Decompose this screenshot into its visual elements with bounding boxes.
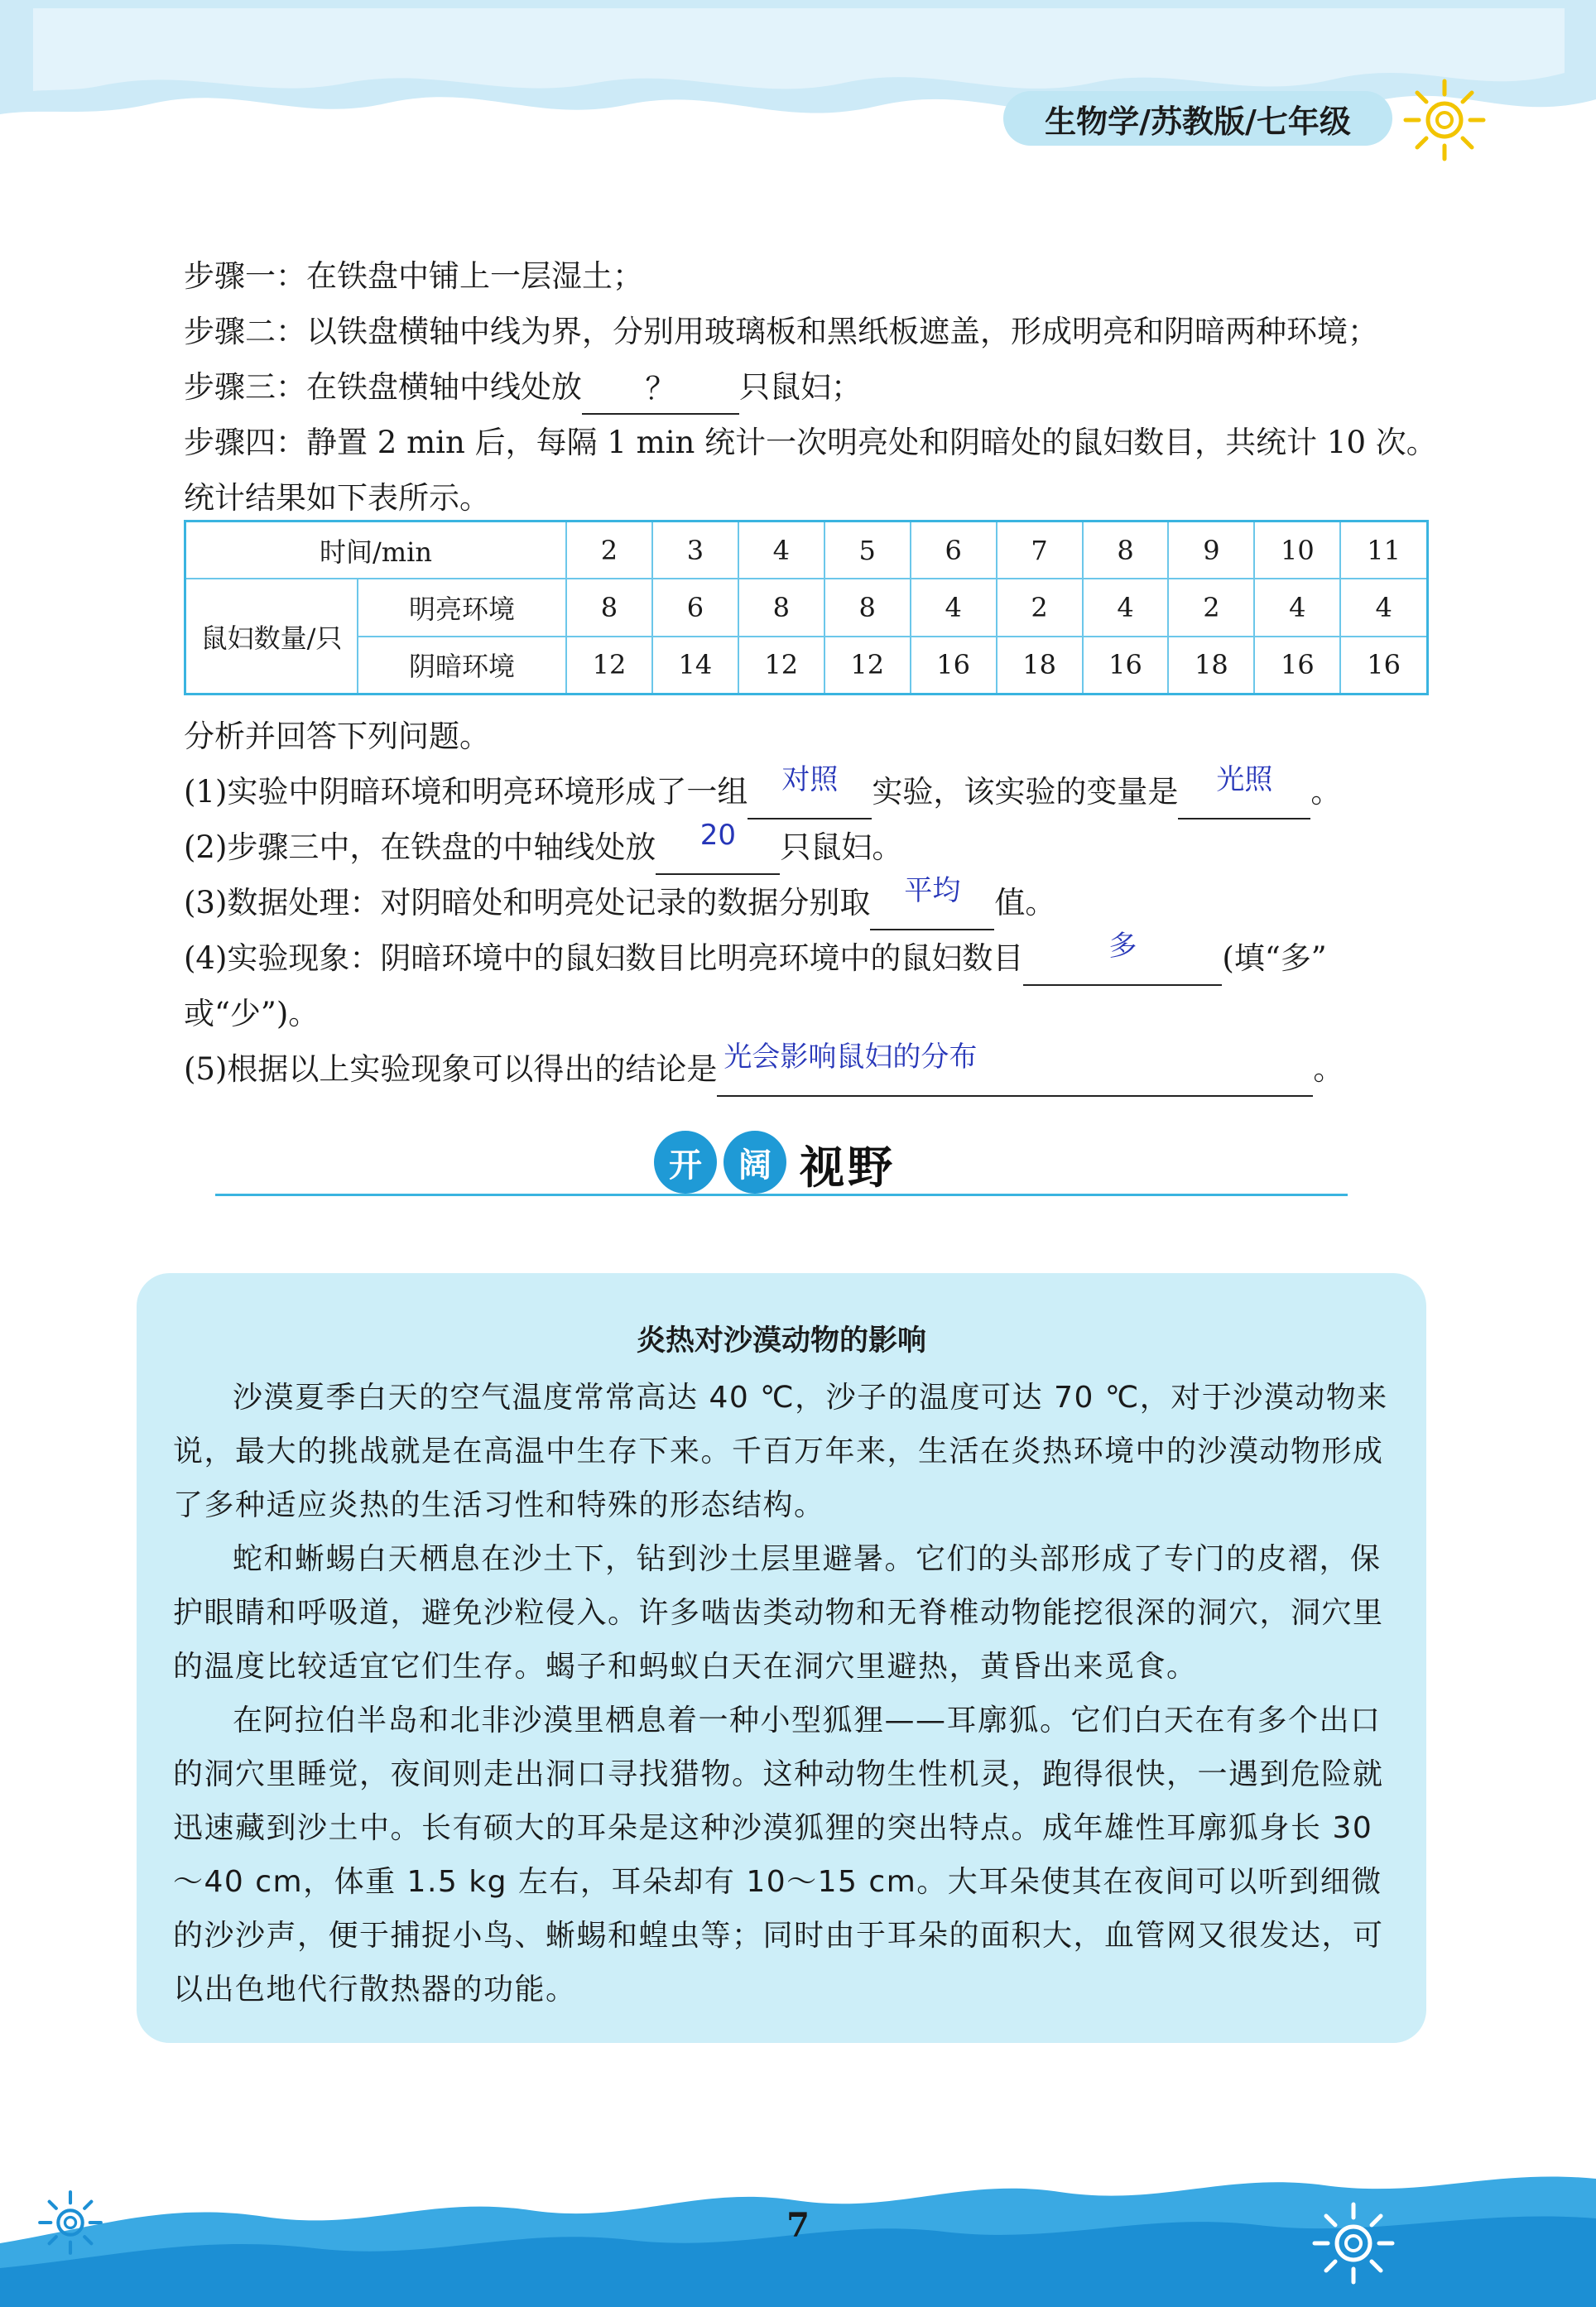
section-header xyxy=(215,1124,1348,1207)
table-cell: 4 xyxy=(738,521,824,579)
sun-icon xyxy=(1399,74,1490,166)
table-cell: 8 xyxy=(824,579,911,636)
q1-answer-1: 对照 xyxy=(781,763,839,796)
table-cell: 5 xyxy=(824,521,911,579)
step-3-blank: ？ xyxy=(582,368,739,415)
reading-paragraph-1: 沙漠夏季白天的空气温度常常高达 40 ℃，沙子的温度可达 70 ℃，对于沙漠动物来说，最大的挑战就是在高温中生存下来。千百万年来，生活在炎热环境中的沙漠动物形成了多种适应炎热的生活习性和特殊的形态结构。 xyxy=(173,1381,1388,1522)
table-cell: 14 xyxy=(652,637,738,695)
q1-blank-2[interactable] xyxy=(1178,763,1310,819)
table-cell: 11 xyxy=(1340,521,1427,579)
table-cell: 7 xyxy=(997,521,1083,579)
question-4-continued: 或“少”)。 xyxy=(184,996,320,1031)
q3-text-b: 值。 xyxy=(994,885,1056,920)
time-header: 时间/min xyxy=(185,521,567,579)
table-cell: 12 xyxy=(824,637,911,695)
section-badge-2: 阔 xyxy=(723,1131,786,1194)
results-table xyxy=(184,520,1429,695)
table-cell: 4 xyxy=(911,579,997,636)
q3-blank[interactable] xyxy=(870,874,994,930)
question-1 xyxy=(184,764,1442,819)
table-cell: 6 xyxy=(652,579,738,636)
table-cell: 2 xyxy=(997,579,1083,636)
reading-text xyxy=(173,1371,1390,2016)
table-row xyxy=(185,579,1428,636)
question-5 xyxy=(184,1041,1442,1097)
table-cell: 6 xyxy=(911,521,997,579)
table-cell: 9 xyxy=(1168,521,1254,579)
reading-paragraph-2: 蛇和蜥蜴白天栖息在沙土下，钻到沙土层里避暑。它们的头部形成了专门的皮褶，保护眼睛和呼吸道，避免沙粒侵入。许多啮齿类动物和无脊椎动物能挖很深的洞穴，洞穴里的温度比较适宜它们生存。蝎子和蚂蚁白天在洞穴里避热，黄昏出来觅食。 xyxy=(173,1542,1384,1684)
question-2 xyxy=(184,819,1442,875)
section-rule xyxy=(215,1194,1348,1196)
step-3-suffix: 只鼠妇； xyxy=(739,369,862,405)
q4-blank[interactable] xyxy=(1023,930,1222,986)
table-cell: 4 xyxy=(1083,579,1169,636)
table-cell: 10 xyxy=(1254,521,1340,579)
table-cell: 2 xyxy=(1168,579,1254,636)
question-3 xyxy=(184,875,1442,930)
step-2: 步骤二：以铁盘横轴中线为界，分别用玻璃板和黑纸板遮盖，形成明亮和阴暗两种环境； xyxy=(184,314,1378,349)
experiment-steps xyxy=(184,248,1442,526)
group-label: 鼠妇数量/只 xyxy=(185,579,358,694)
table-cell: 8 xyxy=(566,579,652,636)
q1-blank-1[interactable] xyxy=(748,763,872,819)
sun-icon xyxy=(1308,2198,1399,2289)
book-tag: 生物学/苏教版/七年级 xyxy=(1003,91,1392,146)
q1-text-a: (1)实验中阴暗环境和明亮环境形成了一组 xyxy=(184,774,748,810)
q5-answer: 光会影响鼠妇的分布 xyxy=(723,1041,978,1074)
questions-intro: 分析并回答下列问题。 xyxy=(184,719,490,754)
step-1: 步骤一：在铁盘中铺上一层湿土； xyxy=(184,258,643,294)
table-cell: 4 xyxy=(1340,579,1427,636)
table-cell: 16 xyxy=(1083,637,1169,695)
section-badge-1: 开 xyxy=(654,1131,717,1194)
table-header-row xyxy=(185,521,1428,579)
page-number: 7 xyxy=(786,2206,810,2245)
step-4: 步骤四：静置 2 min 后，每隔 1 min 统计一次明亮处和阴暗处的鼠妇数目，共统计 10 次。 xyxy=(184,425,1437,460)
table-row xyxy=(185,637,1428,695)
question-4 xyxy=(184,930,1442,986)
q5-blank[interactable] xyxy=(717,1041,1313,1097)
q4-text-a: (4)实验现象：阴暗环境中的鼠妇数目比明亮环境中的鼠妇数目 xyxy=(184,940,1024,976)
q1-answer-2: 光照 xyxy=(1216,763,1273,796)
step-3-prefix: 步骤三：在铁盘横轴中线处放 xyxy=(184,369,582,405)
reading-title: 炎热对沙漠动物的影响 xyxy=(636,1324,926,1358)
q2-answer: 20 xyxy=(699,819,737,852)
table-cell: 12 xyxy=(566,637,652,695)
q5-text-b: 。 xyxy=(1313,1051,1344,1087)
table-cell: 2 xyxy=(566,521,652,579)
table-cell: 8 xyxy=(1083,521,1169,579)
q3-text-a: (3)数据处理：对阴暗处和明亮处记录的数据分别取 xyxy=(184,885,871,920)
reading-box xyxy=(137,1273,1426,2043)
row-label: 明亮环境 xyxy=(358,579,566,636)
q4-text-b: (填“多” xyxy=(1222,940,1327,976)
section-title: 视野 xyxy=(800,1141,896,1194)
step-3 xyxy=(184,359,1442,415)
reading-paragraph-3: 在阿拉伯半岛和北非沙漠里栖息着一种小型狐狸——耳廓狐。它们白天在有多个出口的洞穴里睡觉，夜间则走出洞口寻找猎物。这种动物生性机灵，跑得很快，一遇到危险就迅速藏到沙土中。长有硕大的耳朵是这种沙漠狐狸的突出特点。成年雄性耳廓狐身长 30～40 cm，体重 1.5 kg 左右，耳朵却有 10～15 cm。大耳朵使其在夜间可以听到细微的沙沙声，便于捕捉小鸟、蜥蜴和蝗虫等；同时由于耳朵的面积大，血管网又很发达，可以出色地代行散热器的功能。 xyxy=(173,1704,1384,2007)
step-4-continued: 统计结果如下表所示。 xyxy=(184,480,490,516)
table-cell: 16 xyxy=(1254,637,1340,695)
q5-text-a: (5)根据以上实验现象可以得出的结论是 xyxy=(184,1051,718,1087)
table-cell: 8 xyxy=(738,579,824,636)
q4-answer: 多 xyxy=(1108,930,1137,963)
q2-blank[interactable] xyxy=(656,819,780,875)
table-cell: 18 xyxy=(1168,637,1254,695)
table-cell: 18 xyxy=(997,637,1083,695)
table-cell: 16 xyxy=(1340,637,1427,695)
q2-text-b: 只鼠妇。 xyxy=(780,829,903,865)
q3-answer: 平均 xyxy=(904,874,961,907)
row-label: 阴暗环境 xyxy=(358,637,566,695)
q2-text-a: (2)步骤三中，在铁盘的中轴线处放 xyxy=(184,829,656,865)
table-cell: 16 xyxy=(911,637,997,695)
q1-text-b: 实验，该实验的变量是 xyxy=(872,774,1179,810)
table-cell: 4 xyxy=(1254,579,1340,636)
sun-icon xyxy=(33,2185,108,2260)
questions xyxy=(184,709,1442,1097)
table-cell: 12 xyxy=(738,637,824,695)
q1-text-c: 。 xyxy=(1310,774,1342,810)
table-cell: 3 xyxy=(652,521,738,579)
